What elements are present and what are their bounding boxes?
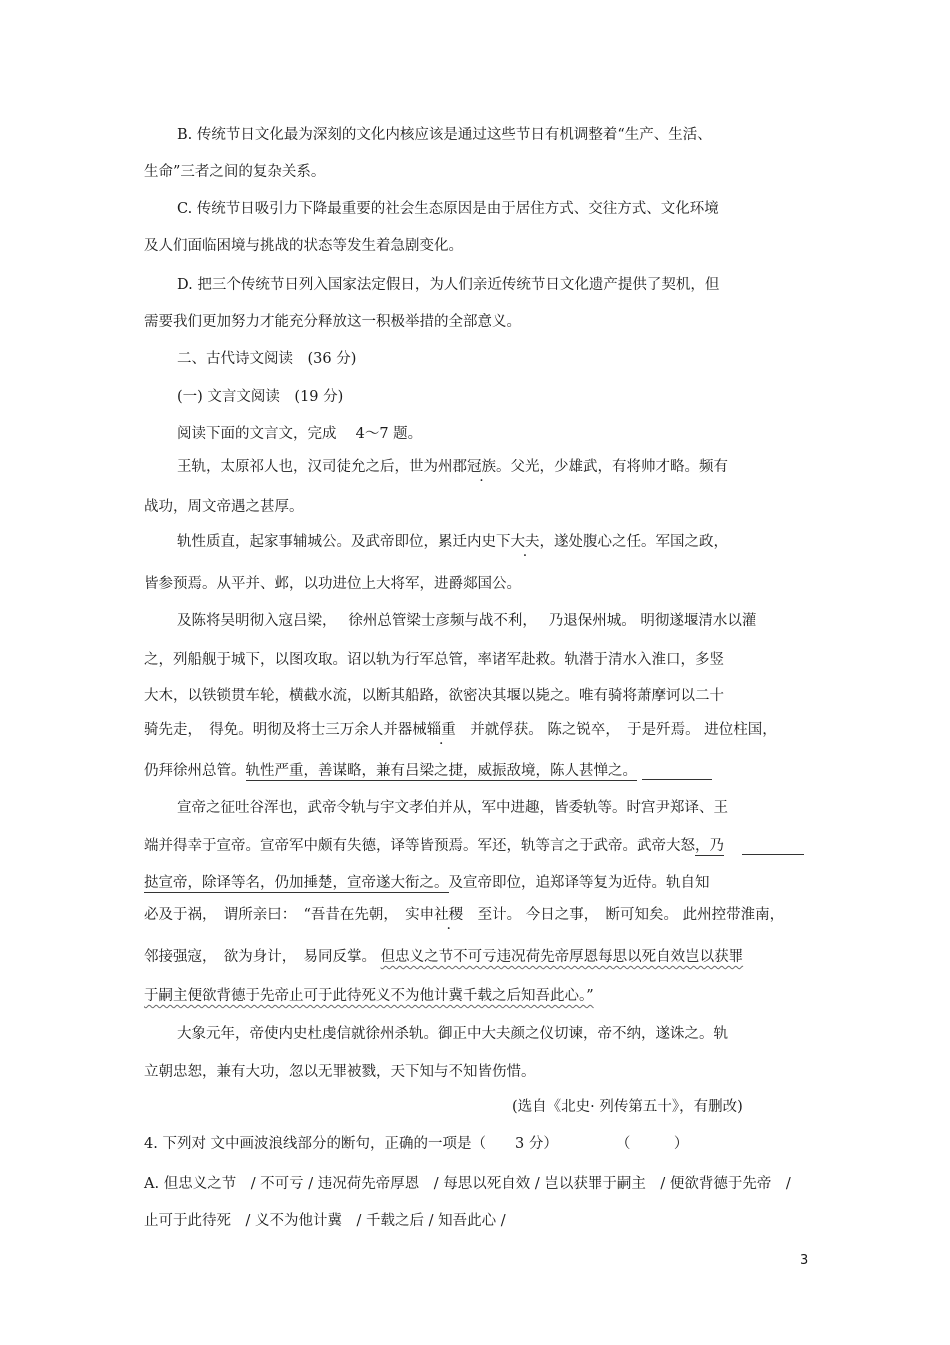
passage-p4-line1: 宣帝之征吐谷浑也，武帝令轨与宇文孝伯并从，军中进趣，皆委轨等。时宫尹郑译、王 bbox=[177, 800, 728, 816]
passage-p2-line2: 皆参预焉。从平并、邺，以功进位上大将军，进爵郯国公。 bbox=[144, 576, 521, 592]
underline-extension bbox=[642, 779, 712, 780]
option-c-line2: 及人们面临困境与挑战的状态等发生着急剧变化。 bbox=[144, 238, 463, 254]
underlined-sentence: ，乃 bbox=[695, 838, 724, 854]
passage-p3-line3: 大木，以铁锁贯车轮，横截水流，以断其船路，欲密决其堰以毙之。唯有骑将萧摩诃以二十 bbox=[144, 688, 724, 704]
dotted-word: 辎重 bbox=[426, 722, 456, 738]
passage-p3-line1: 及陈将吴明彻入寇吕梁， 徐州总管梁士彦频与战不利， 乃退保州城。 明彻遂堰清水以灌 bbox=[177, 613, 757, 629]
option-c-line1: C. 传统节日吸引力下降最重要的社会生态原因是由于居住方式、交往方式、文化环境 bbox=[177, 201, 719, 217]
question-4-option-a-line2: 止可于此待死 / 义不为他计冀 / 千载之后 / 知吾此心 / bbox=[144, 1213, 506, 1229]
question-4-stem: 4. 下列对 文中画波浪线部分的断句，正确的一项是（ 3 分） （ ） bbox=[144, 1136, 689, 1152]
section-heading-ancient-poetry: 二、古代诗文阅读 (36 分) bbox=[177, 351, 357, 367]
passage-p4-line3 bbox=[144, 873, 710, 893]
text-span: 必及于祸， 谓所亲曰： “吾昔在先朝， 实申 bbox=[144, 907, 435, 923]
passage-p1-line2: 战功，周文帝遇之甚厚。 bbox=[144, 499, 304, 515]
text-span: 并就俘获。 陈之锐卒， 于是歼焉。 进位柱国， bbox=[455, 722, 777, 738]
passage-p2-line1 bbox=[177, 532, 728, 552]
option-d-line2: 需要我们更加努力才能充分释放这一积极举措的全部意义。 bbox=[144, 314, 521, 330]
reading-instruction: 阅读下面的文言文，完成 4～7 题。 bbox=[177, 426, 423, 442]
passage-p3-line2: 之，列船舰于城下，以图攻取。诏以轨为行军总管，率诸军赴救。轨潜于清水入淮口，多竖 bbox=[144, 652, 724, 668]
passage-p3-line4 bbox=[144, 720, 777, 740]
text-span: 至计。 今日之事， 断可知矣。 此州控带淮南， bbox=[463, 907, 785, 923]
passage-p4-line2 bbox=[144, 836, 724, 856]
page-number: 3 bbox=[800, 1253, 809, 1268]
text-span: 及宣帝即位，追郑译等复为近侍。轨自知 bbox=[448, 875, 710, 891]
underline-extension bbox=[742, 854, 804, 855]
text-span: 骑先走， 得免。明彻及将士三万余人并器械 bbox=[144, 722, 427, 738]
passage-p5-line1: 大象元年，帝使内史杜虔信就徐州杀轨。御正中大夫颜之仪切谏，帝不纳，遂诛之。轨 bbox=[177, 1026, 728, 1042]
dotted-word: 大夫 bbox=[510, 534, 540, 550]
passage-p4-line5 bbox=[144, 947, 743, 967]
option-d-line1: D. 把三个传统节日列入国家法定假日，为人们亲近传统节日文化遗产提供了契机，但 bbox=[177, 277, 720, 293]
underlined-sentence: 挞宣帝，除译等名，仍加捶楚，宣帝遂大衔之。 bbox=[144, 875, 449, 891]
dotted-word: 社稷 bbox=[434, 907, 464, 923]
text-span: 端并得幸于宣帝。宣帝军中颇有失德，译等皆预焉。军还，轨等言之于武帝。武帝大怒 bbox=[144, 838, 695, 854]
underlined-sentence: 轨性严重，善谋略，兼有吕梁之捷，威振敌境，陈人甚惮之。 bbox=[245, 763, 637, 779]
text-span: 。父光，少雄武，有将帅才略。频有 bbox=[496, 459, 728, 475]
option-b-line1: B. 传统节日文化最为深刻的文化内核应该是通过这些节日有机调整着“生产、生活、 bbox=[177, 127, 712, 143]
dotted-word: 冠族 bbox=[467, 459, 496, 475]
option-b-line2: 生命”三者之间的复杂关系。 bbox=[144, 164, 326, 180]
text-span: 邻接强寇， 欲为身计， 易同反掌。 bbox=[144, 949, 381, 965]
text-span: 仍拜徐州总管。 bbox=[144, 763, 246, 779]
wavy-underlined-text: 于嗣主便欲背德于先帝止可于此待死义不为他计冀千载之后知吾此心。” bbox=[144, 988, 594, 1004]
passage-p3-line5 bbox=[144, 761, 637, 781]
passage-p1-line1 bbox=[177, 457, 728, 477]
passage-p4-line6 bbox=[144, 986, 594, 1006]
passage-p5-line2: 立朝忠恕，兼有大功，忽以无罪被戮，天下知与不知皆伤惜。 bbox=[144, 1064, 536, 1080]
wavy-underlined-text: 但忠义之节不可亏违况荷先帝厚恩每思以死自效岂以获罪 bbox=[380, 949, 744, 965]
question-4-option-a-line1: A. 但忠义之节 / 不可亏 / 违况荷先帝厚恩 / 每思以死自效 / 岂以获罪于嗣主 / 便欲背德于先帝 / bbox=[144, 1176, 791, 1192]
text-span: 王轨，太原祁人也，汉司徒允之后，世为州郡 bbox=[177, 459, 467, 475]
subsection-heading-classical-prose: (一) 文言文阅读 (19 分) bbox=[177, 389, 344, 405]
passage-p4-line4 bbox=[144, 905, 784, 925]
text-span: ，遂处腹心之任。军国之政， bbox=[539, 534, 728, 550]
source-citation: (选自《北史· 列传第五十》，有删改) bbox=[512, 1099, 743, 1115]
text-span: 轨性质直，起家事辅城公。及武帝即位，累迁内史下 bbox=[177, 534, 511, 550]
